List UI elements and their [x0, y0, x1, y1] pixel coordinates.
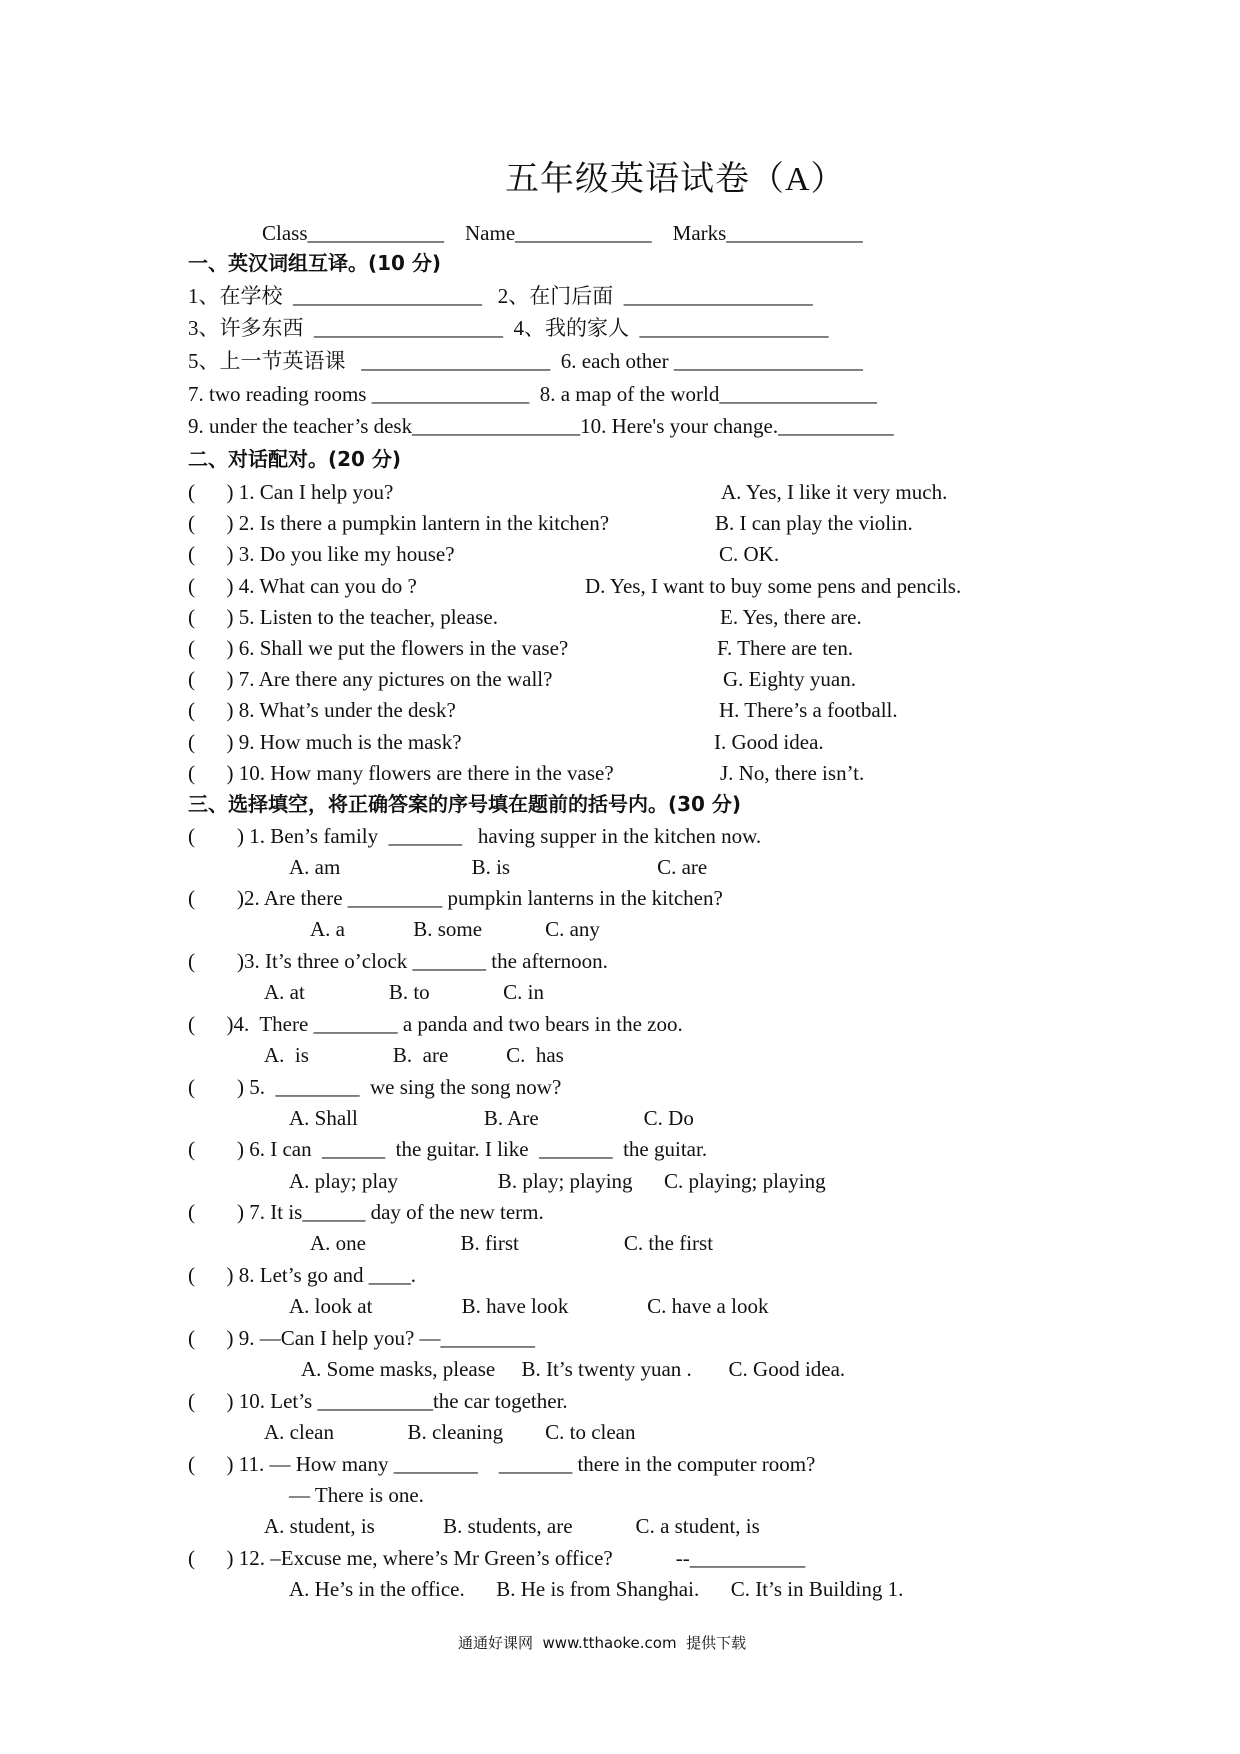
choice-dialogue-reply: — There is one. [289, 1483, 424, 1507]
choice-question: ( ) 6. I can ______ the guitar. I like _______ the guitar. [188, 1137, 708, 1161]
matching-answer: D. Yes, I want to buy some pens and pencils. [585, 574, 962, 598]
choice-question: ( )4. There ________ a panda and two bears in the zoo. [188, 1012, 683, 1036]
choice-options: A. am B. is C. are [289, 855, 708, 879]
choice-options: A. Some masks, please B. It’s twenty yuan . C. Good idea. [301, 1357, 846, 1381]
choice-options: A. clean B. cleaning C. to clean [264, 1420, 636, 1444]
choice-options: A. at B. to C. in [264, 980, 545, 1004]
choice-options: A. one B. first C. the first [310, 1231, 714, 1255]
matching-answer: F. There are ten. [717, 636, 854, 660]
section3-heading: 三、选择填空，将正确答案的序号填在题前的括号内。(30 分) [188, 792, 742, 816]
choice-question: ( ) 8. Let’s go and ____. [188, 1263, 417, 1287]
matching-answer: B. I can play the violin. [715, 511, 913, 535]
section1-line: 5、上一节英语课 __________________ 6. each other __________________ [188, 349, 863, 373]
section1-line: 9. under the teacher’s desk________________10. Here's your change.___________ [188, 414, 894, 438]
matching-answer: E. Yes, there are. [720, 605, 862, 629]
choice-options: A. student, is B. students, are C. a student, is [264, 1514, 760, 1538]
page-title: 五年级英语试卷（A） [505, 161, 846, 198]
matching-answer: C. OK. [719, 542, 780, 566]
choice-question: ( ) 12. –Excuse me, where’s Mr Green’s office? --___________ [188, 1546, 806, 1570]
choice-question: ( )2. Are there _________ pumpkin lanterns in the kitchen? [188, 886, 723, 910]
matching-question: ( ) 10. How many flowers are there in the vase? [188, 761, 614, 785]
matching-answer: G. Eighty yuan. [723, 667, 856, 691]
matching-answer: A. Yes, I like it very much. [721, 480, 948, 504]
section1-line: 3、许多东西 __________________ 4、我的家人 __________________ [188, 316, 829, 340]
matching-question: ( ) 9. How much is the mask? [188, 730, 462, 754]
choice-question: ( ) 11. — How many ________ _______ there in the computer room? [188, 1452, 816, 1476]
matching-question: ( ) 2. Is there a pumpkin lantern in the kitchen? [188, 511, 610, 535]
choice-question: ( ) 10. Let’s ___________the car together. [188, 1389, 568, 1413]
matching-question: ( ) 1. Can I help you? [188, 480, 394, 504]
student-info-line: Class_____________ Name_____________ Marks_____________ [262, 221, 863, 245]
section1-heading: 一、英汉词组互译。(10 分) [188, 251, 442, 275]
matching-question: ( ) 6. Shall we put the flowers in the vase? [188, 636, 569, 660]
section2-heading: 二、对话配对。(20 分) [188, 447, 402, 471]
choice-question: ( )3. It’s three o’clock _______ the afternoon. [188, 949, 608, 973]
choice-options: A. is B. are C. has [264, 1043, 564, 1067]
section1-line: 1、在学校 __________________ 2、在门后面 __________________ [188, 284, 813, 308]
choice-options: A. a B. some C. any [310, 917, 600, 941]
matching-question: ( ) 8. What’s under the desk? [188, 698, 456, 722]
choice-question: ( ) 7. It is______ day of the new term. [188, 1200, 544, 1224]
choice-question: ( ) 5. ________ we sing the song now? [188, 1075, 562, 1099]
matching-question: ( ) 7. Are there any pictures on the wall? [188, 667, 553, 691]
matching-question: ( ) 3. Do you like my house? [188, 542, 455, 566]
choice-question: ( ) 9. —Can I help you? —_________ [188, 1326, 536, 1350]
matching-question: ( ) 5. Listen to the teacher, please. [188, 605, 498, 629]
section1-line: 7. two reading rooms _______________ 8. a map of the world_______________ [188, 382, 877, 406]
choice-options: A. look at B. have look C. have a look [289, 1294, 769, 1318]
matching-answer: H. There’s a football. [719, 698, 898, 722]
matching-question: ( ) 4. What can you do ? [188, 574, 417, 598]
choice-question: ( ) 1. Ben’s family _______ having supper in the kitchen now. [188, 824, 762, 848]
matching-answer: J. No, there isn’t. [720, 761, 865, 785]
choice-options: A. He’s in the office. B. He is from Shanghai. C. It’s in Building 1. [289, 1577, 904, 1601]
footer-source: 通通好课网 www.tthaoke.com 提供下载 [458, 1634, 747, 1652]
choice-options: A. play; play B. play; playing C. playing; playing [289, 1169, 826, 1193]
choice-options: A. Shall B. Are C. Do [289, 1106, 694, 1130]
matching-answer: I. Good idea. [714, 730, 824, 754]
